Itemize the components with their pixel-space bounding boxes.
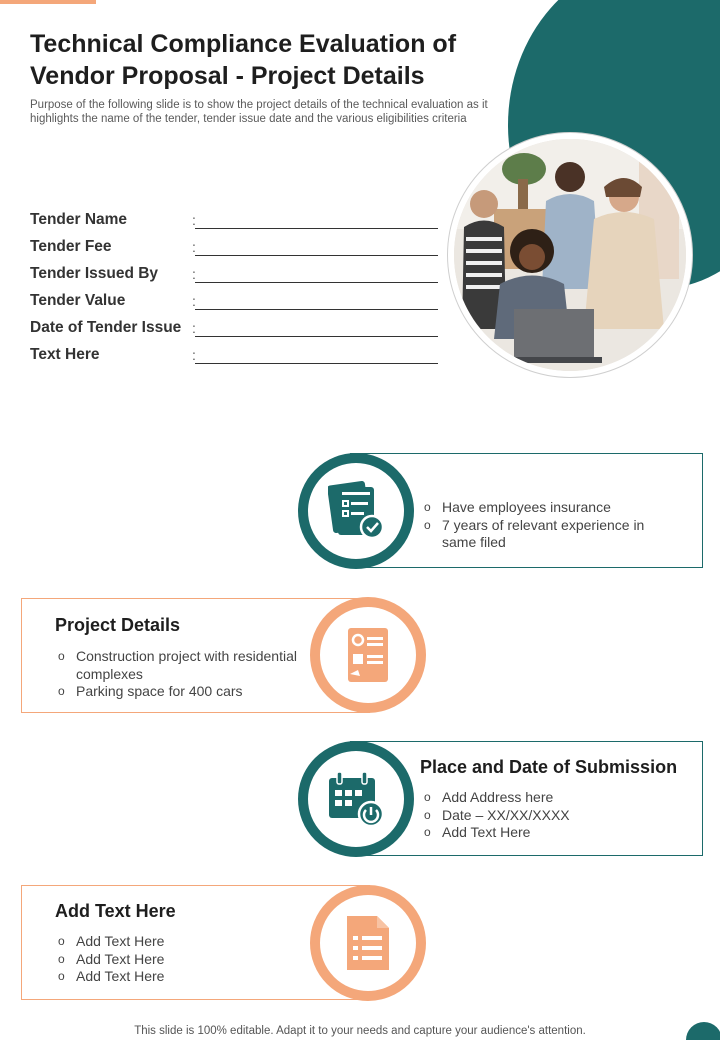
eligibility-bullets: [422, 499, 672, 552]
form-row-date-of-tender-issue: [30, 318, 440, 345]
form-row-tender-issued-by: [30, 264, 440, 291]
form-row-tender-name: [30, 210, 440, 237]
form-label: Tender Value: [30, 292, 126, 309]
list-item: o Have employees insurance: [422, 499, 672, 517]
card-title: Place and Date of Submission: [420, 757, 678, 777]
fill-in-line: [195, 255, 438, 256]
list-item: o Date – XX/XX/XXXX: [422, 807, 682, 825]
top-accent-bar: [0, 0, 96, 4]
colon-separator: :: [192, 320, 196, 336]
colon-separator: :: [192, 212, 196, 228]
footer-note: This slide is 100% editable. Adapt it to your needs and capture your audience's attention.: [134, 1025, 586, 1037]
form-row-text-here: [30, 345, 440, 372]
add-text-bullets: [56, 933, 306, 986]
fill-in-line: [195, 363, 438, 364]
project-details-icon-circle: [310, 597, 426, 713]
fill-in-line: [195, 282, 438, 283]
form-label: Text Here: [30, 346, 100, 363]
list-item: o Add Text Here: [422, 824, 682, 842]
form-label: Date of Tender Issue: [30, 319, 182, 336]
form-label: Tender Name: [30, 211, 128, 228]
project-details-bullets: [56, 648, 310, 701]
list-item: o Add Text Here: [56, 933, 306, 951]
calendar-clock-icon: [327, 770, 385, 828]
colon-separator: :: [192, 347, 196, 363]
list-item: o Add Address here: [422, 789, 682, 807]
eligibility-icon-circle: [298, 453, 414, 569]
fill-in-line: [195, 309, 438, 310]
tender-form: [30, 210, 440, 372]
document-gear-icon: [346, 626, 390, 684]
page-subtitle: Purpose of the following slide is to show the project details of the technical evaluation as it highlights the name of the tender, tender issue date and the various eligibilities criteria: [30, 99, 488, 125]
form-row-tender-value: [30, 291, 440, 318]
form-row-tender-fee: [30, 237, 440, 264]
team-photo: [454, 139, 686, 371]
form-label: Tender Fee: [30, 238, 112, 255]
fill-in-line: [195, 228, 438, 229]
add-text-icon-circle: [310, 885, 426, 1001]
page-title: Technical Compliance Evaluation of Vendor Proposal - Project Details: [30, 30, 457, 90]
submission-bullets: [422, 789, 682, 842]
submission-icon-circle: [298, 741, 414, 857]
file-list-icon: [345, 914, 391, 972]
list-item: o Add Text Here: [56, 951, 306, 969]
checklist-icon: [328, 481, 384, 541]
list-item: o Parking space for 400 cars: [56, 683, 310, 701]
fill-in-line: [195, 336, 438, 337]
colon-separator: :: [192, 293, 196, 309]
card-title: Add Text Here: [55, 901, 176, 921]
colon-separator: :: [192, 239, 196, 255]
list-item: o Construction project with residential complexes: [56, 648, 310, 683]
list-item: o Add Text Here: [56, 968, 306, 986]
form-label: Tender Issued By: [30, 265, 159, 282]
colon-separator: :: [192, 266, 196, 282]
card-title: Project Details: [55, 615, 181, 635]
list-item: o 7 years of relevant experience in same filed: [422, 517, 672, 552]
